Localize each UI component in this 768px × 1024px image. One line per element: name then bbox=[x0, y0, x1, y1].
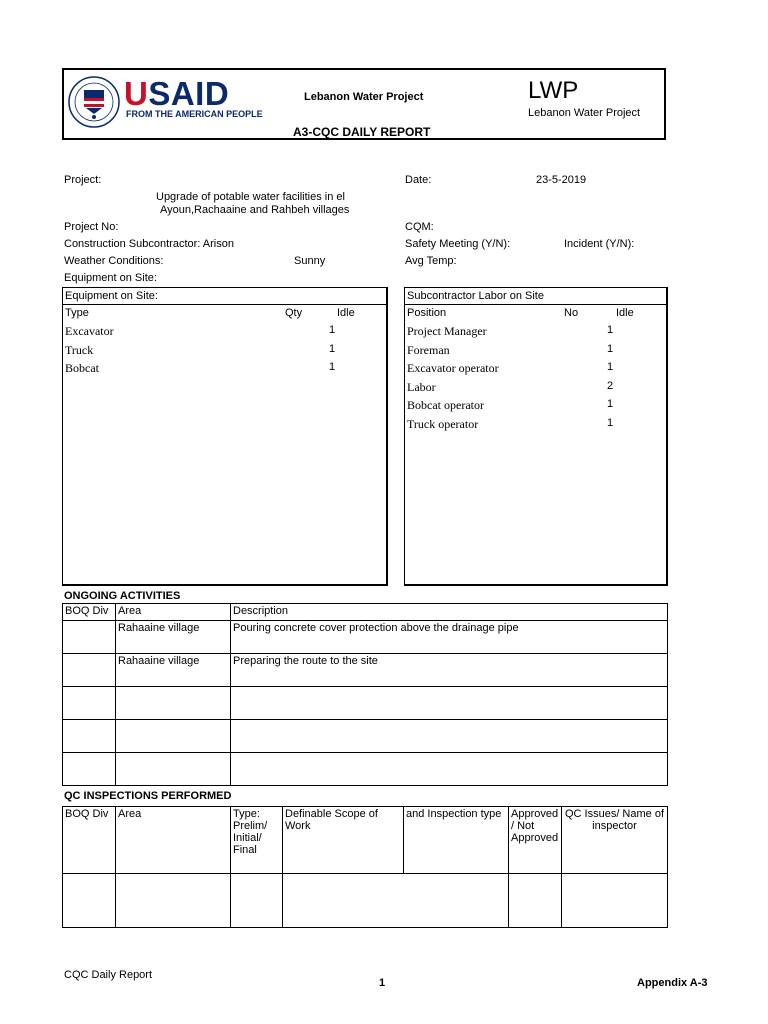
report-title: A3-CQC DAILY REPORT bbox=[293, 125, 431, 139]
table-row bbox=[63, 621, 668, 654]
table-row bbox=[405, 323, 666, 342]
labor-header-row bbox=[405, 305, 666, 323]
equipment-qty: 1 bbox=[329, 324, 336, 336]
labor-count: 2 bbox=[607, 379, 614, 392]
qc-inspections-table bbox=[62, 806, 668, 928]
project-value-line2: Ayoun,Rachaaine and Rahbeh villages bbox=[160, 204, 350, 216]
equipment-type: Truck bbox=[65, 342, 94, 357]
equipment-rows bbox=[63, 323, 386, 379]
labor-position: Foreman bbox=[407, 342, 450, 357]
cqm-label: CQM: bbox=[405, 221, 434, 233]
labor-col-idle: Idle bbox=[616, 307, 634, 319]
labor-box bbox=[404, 287, 668, 586]
labor-count: 1 bbox=[607, 416, 614, 429]
ongoing-col-area: Area bbox=[116, 604, 231, 621]
weather-label: Weather Conditions: bbox=[64, 255, 164, 267]
qc-col-issues: QC Issues/ Name of inspector bbox=[562, 807, 668, 874]
equipment-header-row bbox=[63, 305, 386, 323]
qc-col-scope: Definable Scope of Work bbox=[283, 807, 404, 874]
table-row bbox=[405, 416, 666, 435]
ongoing-col-description: Description bbox=[231, 604, 668, 621]
qc-col-area: Area bbox=[116, 807, 231, 874]
labor-position: Labor bbox=[407, 379, 436, 394]
labor-count: 1 bbox=[607, 398, 614, 411]
incident-label: Incident (Y/N): bbox=[564, 238, 635, 250]
table-row bbox=[63, 720, 668, 753]
footer-right: Appendix A-3 bbox=[637, 977, 708, 989]
subcontractor-label: Construction Subcontractor: Arison bbox=[64, 238, 234, 250]
labor-count: 1 bbox=[607, 361, 614, 374]
table-row bbox=[63, 323, 386, 342]
usaid-seal-icon bbox=[68, 76, 120, 128]
qc-col-approved: Approved / Not Approved bbox=[509, 807, 562, 874]
ongoing-activities-table bbox=[62, 603, 668, 786]
page-number: 1 bbox=[379, 977, 386, 989]
footer-left: CQC Daily Report bbox=[64, 969, 153, 981]
qc-col-inspection-type: and Inspection type bbox=[404, 807, 509, 874]
qc-col-type: Type: Prelim/ Initial/ Final bbox=[231, 807, 283, 874]
labor-position: Excavator operator bbox=[407, 361, 499, 376]
labor-position: Project Manager bbox=[407, 324, 487, 338]
labor-box-title: Subcontractor Labor on Site bbox=[405, 288, 666, 305]
usaid-logo-text: USAID bbox=[124, 75, 230, 112]
table-row bbox=[405, 360, 666, 379]
labor-position: Truck operator bbox=[407, 416, 479, 431]
table-row bbox=[63, 654, 668, 687]
ongoing-header-row bbox=[63, 604, 668, 621]
table-row bbox=[63, 342, 386, 361]
qc-col-boq: BOQ Div bbox=[63, 807, 116, 874]
equipment-type: Bobcat bbox=[65, 361, 99, 376]
labor-position: Bobcat operator bbox=[407, 398, 484, 413]
lwp-full-name: Lebanon Water Project bbox=[528, 107, 641, 119]
equipment-type: Excavator bbox=[65, 324, 114, 338]
table-row bbox=[63, 753, 668, 786]
equipment-box bbox=[62, 287, 388, 586]
usaid-tagline: FROM THE AMERICAN PEOPLE bbox=[126, 109, 263, 119]
ongoing-col-boq: BOQ Div bbox=[63, 604, 116, 621]
equipment-col-qty: Qty bbox=[285, 307, 303, 319]
avg-temp-label: Avg Temp: bbox=[405, 255, 457, 267]
table-row bbox=[405, 342, 666, 361]
equipment-qty: 1 bbox=[329, 361, 336, 374]
equipment-on-site-label: Equipment on Site: bbox=[64, 272, 157, 284]
ongoing-description: Pouring concrete cover protection above the drainage pipe bbox=[231, 621, 668, 654]
project-label: Project: bbox=[64, 174, 102, 186]
project-no-label: Project No: bbox=[64, 221, 119, 233]
table-row bbox=[63, 360, 386, 379]
equipment-qty: 1 bbox=[329, 342, 336, 355]
qc-inspections-title: QC INSPECTIONS PERFORMED bbox=[64, 790, 232, 802]
equipment-col-idle: Idle bbox=[337, 307, 355, 319]
labor-count: 1 bbox=[607, 324, 614, 336]
date-value: 23-5-2019 bbox=[536, 174, 587, 186]
equipment-col-type: Type bbox=[65, 307, 89, 319]
date-label: Date: bbox=[405, 174, 432, 186]
qc-header-row bbox=[63, 807, 668, 874]
table-row bbox=[405, 379, 666, 398]
project-value-line1: Upgrade of potable water facilities in el bbox=[156, 191, 345, 203]
equipment-box-title: Equipment on Site: bbox=[63, 288, 386, 305]
table-row bbox=[63, 687, 668, 720]
ongoing-area: Rahaaine village bbox=[116, 621, 231, 654]
ongoing-area: Rahaaine village bbox=[116, 654, 231, 687]
labor-rows bbox=[405, 323, 666, 435]
table-row bbox=[405, 397, 666, 416]
table-row bbox=[63, 874, 668, 928]
labor-count: 1 bbox=[607, 342, 614, 355]
safety-meeting-label: Safety Meeting (Y/N): bbox=[405, 238, 511, 250]
ongoing-description: Preparing the route to the site bbox=[231, 654, 668, 687]
lwp-abbreviation: LWP bbox=[528, 77, 579, 104]
labor-col-position: Position bbox=[407, 307, 447, 319]
labor-col-no: No bbox=[564, 307, 579, 319]
ongoing-activities-title: ONGOING ACTIVITIES bbox=[64, 590, 181, 602]
weather-value: Sunny bbox=[294, 255, 326, 267]
header-center-title: Lebanon Water Project bbox=[304, 91, 424, 103]
